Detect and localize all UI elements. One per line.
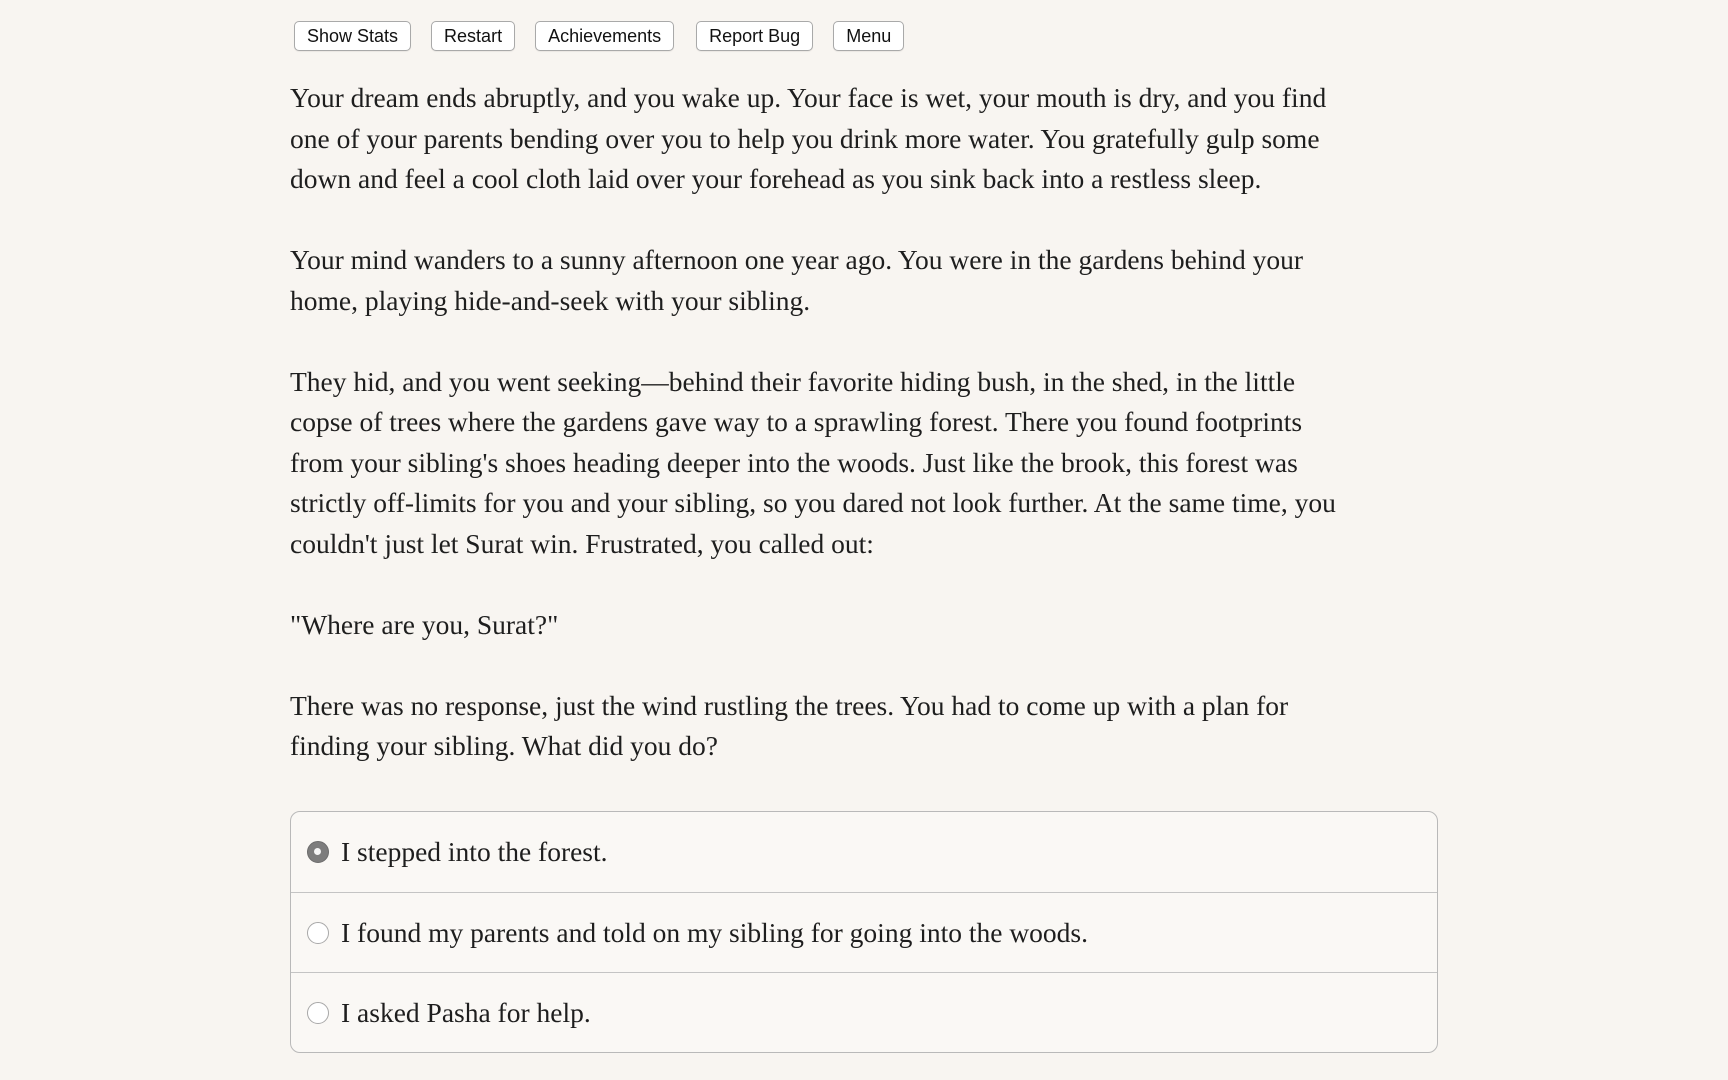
story-paragraph: Your mind wanders to a sunny afternoon one year ago. You were in the gardens behind your home, playing hide-and-seek with your sibling.: [290, 244, 1303, 316]
choice-label: I asked Pasha for help.: [341, 996, 591, 1028]
choice-list: [290, 811, 1438, 1053]
story-paragraph: There was no response, just the wind rustling the trees. You had to come up with a plan for finding your sibling. What did you do?: [290, 689, 1289, 761]
story-paragraph: Your dream ends abruptly, and you wake up. Your face is wet, your mouth is dry, and you find one of your parents bending over you to help you drink more water. You gratefully gulp some down and feel a cool cloth laid over your forehead as you sink back into a restless sleep.: [290, 82, 1327, 194]
choice-option-stepped-into-forest[interactable]: [291, 812, 1437, 892]
story-text: [290, 78, 1440, 807]
story-paragraph: They hid, and you went seeking—behind their favorite hiding bush, in the shed, in the little copse of trees where the gardens gave way to a sprawling forest. There you found footprints from your sibling's shoes heading deeper into the woods. Just like the brook, this forest was strictly off-limits for you and your sibling, so you dared not look further. At the same time, you couldn't just let Surat win. Frustrated, you called out:: [290, 365, 1336, 559]
story-paragraph: "Where are you, Surat?": [290, 608, 559, 640]
report-bug-button[interactable]: Report Bug: [696, 21, 813, 51]
menu-button[interactable]: Menu: [833, 21, 904, 51]
restart-button[interactable]: Restart: [431, 21, 515, 51]
radio-button-selected[interactable]: [307, 841, 329, 863]
toolbar-gap: [515, 21, 535, 51]
achievements-button[interactable]: Achievements: [535, 21, 674, 51]
choice-option-asked-pasha[interactable]: [291, 972, 1437, 1052]
choice-label: I stepped into the forest.: [341, 836, 608, 867]
toolbar-gap: [674, 21, 696, 51]
choice-option-told-parents[interactable]: [291, 892, 1437, 972]
choice-label: I found my parents and told on my sibling for going into the woods.: [341, 916, 1089, 948]
radio-button[interactable]: [307, 1002, 329, 1024]
toolbar-gap: [813, 21, 833, 51]
show-stats-button[interactable]: Show Stats: [294, 21, 411, 51]
toolbar-gap: [411, 21, 431, 51]
radio-button[interactable]: [307, 922, 329, 944]
game-toolbar: [294, 21, 904, 51]
